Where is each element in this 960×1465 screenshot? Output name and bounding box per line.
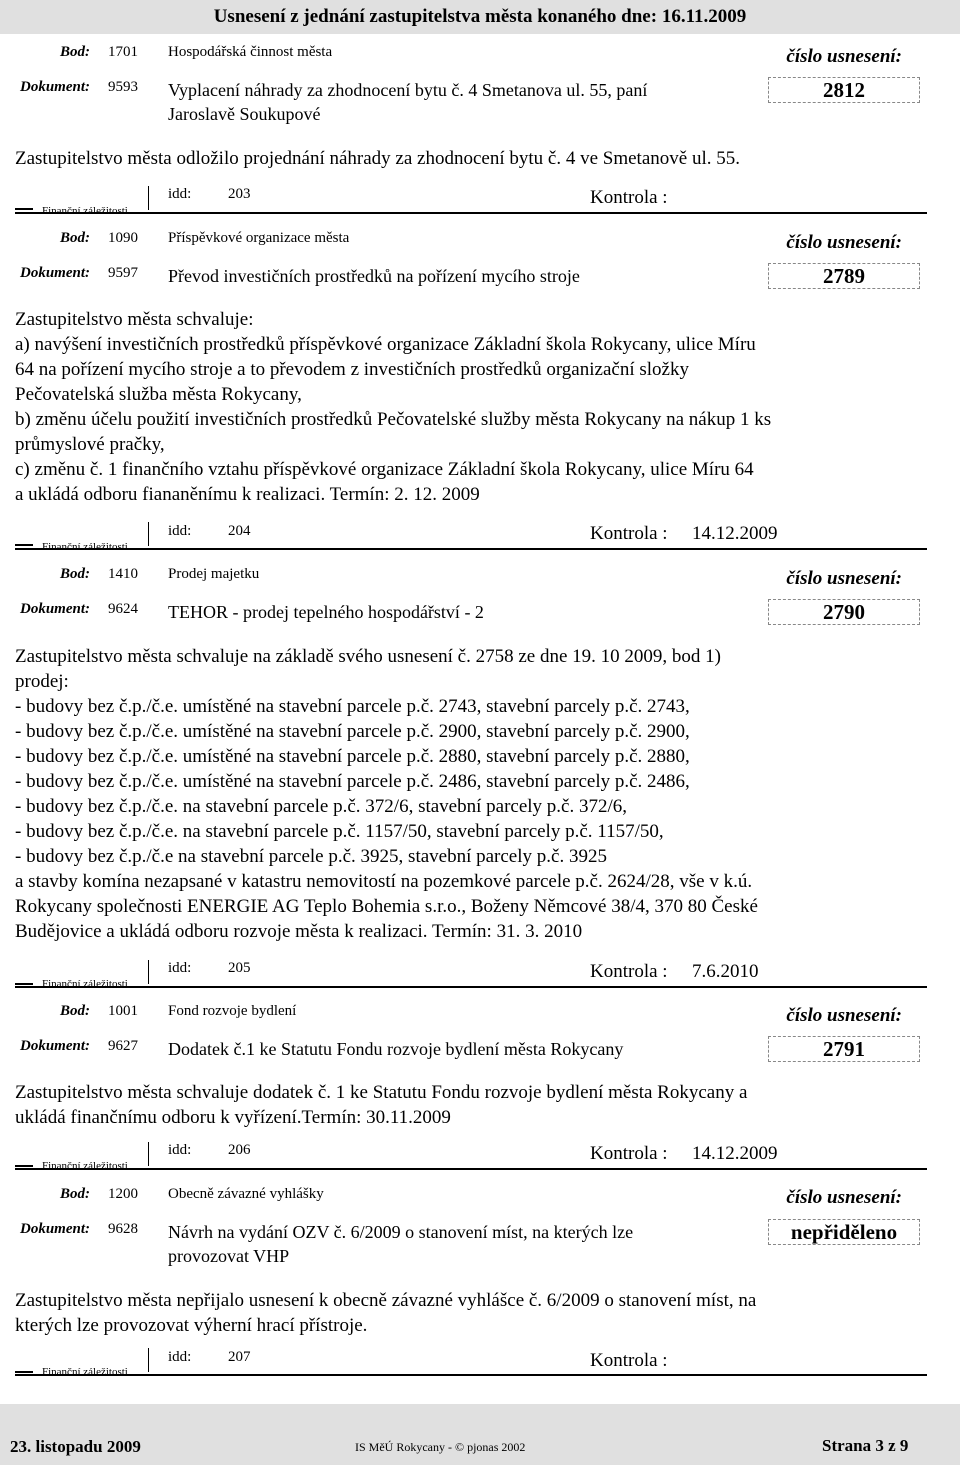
dokument-number: 9593	[108, 79, 138, 95]
resolution-text: Zastupitelstvo města nepřijalo usnesení k obecně závazné vyhlášce č. 6/2009 o stanovení míst, na kterých lze provozovat výherní hrací přístroje.	[15, 1290, 757, 1336]
bod-label: Bod:	[60, 1186, 90, 1202]
idd-number: 204	[228, 523, 251, 539]
separator-dash	[15, 983, 33, 985]
separator-tick	[148, 186, 149, 210]
dokument-title: Vyplacení náhrady za zhodnocení bytu č. 4 Smetanova ul. 55, paní Jaroslavě Soukupové	[168, 80, 648, 124]
bod-number: 1090	[108, 230, 138, 246]
cislo-usneseni-label: číslo usnesení:	[786, 1005, 902, 1026]
resolution-number: 2789	[823, 264, 865, 288]
cislo-usneseni-label: číslo usnesení:	[786, 232, 902, 253]
dokument-label: Dokument:	[19, 79, 90, 95]
kontrola-label: Kontrola :	[590, 1143, 668, 1164]
dokument-number: 9628	[108, 1221, 138, 1237]
bod-category: Prodej majetku	[168, 566, 260, 582]
dokument-number: 9597	[108, 265, 138, 281]
financni-zalezitosti-label: Finanční záležitosti	[42, 541, 128, 553]
bod-number: 1701	[108, 44, 138, 60]
dokument-title: Dodatek č.1 ke Statutu Fondu rozvoje bydlení města Rokycany	[168, 1039, 624, 1059]
dokument-title: TEHOR - prodej tepelného hospodářství - 2	[168, 602, 484, 622]
bod-number: 1410	[108, 566, 138, 582]
separator-line	[15, 986, 927, 988]
bod-label: Bod:	[60, 1003, 90, 1019]
separator-tick	[148, 960, 149, 984]
dokument-label: Dokument:	[19, 1221, 90, 1237]
bod-number: 1200	[108, 1186, 138, 1202]
separator-dash	[15, 1165, 33, 1167]
cislo-usneseni-label: číslo usnesení:	[786, 46, 902, 67]
idd-label: idd:	[168, 523, 192, 539]
kontrola-label: Kontrola :	[590, 961, 668, 982]
idd-label: idd:	[168, 1142, 192, 1158]
resolution-text: Zastupitelstvo města odložilo projednání náhrady za zhodnocení bytu č. 4 ve Smetanově ul. 55.	[15, 148, 740, 169]
separator-tick	[148, 1142, 149, 1166]
resolution-number: 2812	[823, 78, 865, 102]
idd-number: 203	[228, 186, 251, 202]
resolution-text: Zastupitelstvo města schvaluje: a) navýšení investičních prostředků příspěvkové organizace Základní škola Rokycany, ulice Míru 64 na pořízení mycího stroje a to převodem z investičních prostředků organizační složky Pečovatelská služba města Rokycany, b) změnu účelu použití investičních prostředků Pečovatelské služby města Rokycany na nákup 1 ks průmyslové pračky, c) změnu č. 1 finančního vztahu příspěvkové organizace Základní škola Rokycany, ulice Míru 64 a ukládá odboru fiananěnímu k realizaci. Termín: 2. 12. 2009	[15, 309, 772, 505]
page-number: Strana 3 z 9	[822, 1436, 909, 1455]
separator-line	[15, 548, 927, 550]
footer-bar	[0, 1404, 960, 1465]
dokument-label: Dokument:	[19, 1038, 90, 1054]
separator-tick	[148, 522, 149, 546]
cislo-usneseni-label: číslo usnesení:	[786, 568, 902, 589]
dokument-title: Návrh na vydání OZV č. 6/2009 o stanovení míst, na kterých lze provozovat VHP	[168, 1222, 634, 1266]
dokument-number: 9624	[108, 601, 138, 617]
cislo-usneseni-label: číslo usnesení:	[786, 1187, 902, 1208]
separator-dash	[15, 544, 33, 546]
resolution-text: Zastupitelstvo města schvaluje dodatek č. 1 ke Statutu Fondu rozvoje bydlení města Rokycany a ukládá finančnímu odboru k vyřízení.Termín: 30.11.2009	[15, 1082, 748, 1128]
footer-date: 23. listopadu 2009	[10, 1437, 141, 1456]
bod-category: Hospodářská činnost města	[168, 44, 333, 60]
separator-line	[15, 1168, 927, 1170]
bod-category: Fond rozvoje bydlení	[168, 1003, 297, 1019]
resolution-number: nepřiděleno	[790, 1220, 898, 1244]
kontrola-date: 14.12.2009	[692, 523, 778, 544]
dokument-label: Dokument:	[19, 265, 90, 281]
kontrola-date: 14.12.2009	[692, 1143, 778, 1164]
separator-line	[15, 212, 927, 214]
dokument-number: 9627	[108, 1038, 138, 1054]
bod-label: Bod:	[60, 44, 90, 60]
idd-label: idd:	[168, 1349, 192, 1365]
resolution-text: Zastupitelstvo města schvaluje na základě svého usnesení č. 2758 ze dne 19. 10 2009, bod 1) prodej: - budovy bez č.p./č.e. umístěné na stavební parcele p.č. 2743, stavební parcely p.č. 2743, - budovy bez č.p./č.e. umístěné na stavební parcele p.č. 2900, stavební parcely p.č. 2900, - budovy bez č.p./č.e. umístěné na stavební parcele p.č. 2880, stavební parcely p.č. 2880, - budovy bez č.p./č.e. umístěné na stavební parcele p.č. 2486, stavební parcely p.č. 2486, - budovy bez č.p./č.e. na stavební parcele p.č. 372/6, stavební parcely p.č. 372/6, - budovy bez č.p./č.e. na stavební parcele p.č. 1157/50, stavební parcely p.č. 1157/50, - budovy bez č.p./č.e na stavební parcele p.č. 3925, stavební parcely p.č. 3925 a stavby komína nezapsané v katastru nemovitostí na pozemkové parcele p.č. 2624/28, vše v k.ú. Rokycany společnosti ENERGIE AG Teplo Bohemia s.r.o., Boženy Němcové 38/4, 370 80 České Budějovice a ukládá odboru rozvoje města k realizaci. Termín: 31. 3. 2010	[15, 646, 758, 942]
kontrola-date: 7.6.2010	[692, 961, 759, 982]
idd-number: 206	[228, 1142, 251, 1158]
resolution-number: 2790	[823, 600, 865, 624]
page-title: Usnesení z jednání zastupitelstva města konaného dne: 16.11.2009	[213, 6, 747, 27]
dokument-label: Dokument:	[19, 601, 90, 617]
separator-line	[15, 1374, 927, 1376]
kontrola-label: Kontrola :	[590, 1350, 668, 1371]
kontrola-label: Kontrola :	[590, 523, 668, 544]
financni-zalezitosti-label: Finanční záležitosti	[42, 978, 128, 990]
bod-number: 1001	[108, 1003, 138, 1019]
footer-copyright: IS MěÚ Rokycany - © pjonas 2002	[355, 1440, 526, 1454]
bod-label: Bod:	[60, 566, 90, 582]
financni-zalezitosti-label: Finanční záležitosti	[42, 205, 128, 217]
resolution-number: 2791	[823, 1037, 865, 1061]
financni-zalezitosti-label: Finanční záležitosti	[42, 1366, 128, 1378]
idd-number: 207	[228, 1349, 251, 1365]
separator-dash	[15, 208, 33, 210]
idd-label: idd:	[168, 186, 192, 202]
separator-dash	[15, 1371, 33, 1373]
idd-label: idd:	[168, 960, 192, 976]
bod-category: Příspěvkové organizace města	[168, 230, 350, 246]
kontrola-label: Kontrola :	[590, 187, 668, 208]
bod-label: Bod:	[60, 230, 90, 246]
financni-zalezitosti-label: Finanční záležitosti	[42, 1160, 128, 1172]
dokument-title: Převod investičních prostředků na pořízení mycího stroje	[168, 266, 580, 286]
bod-category: Obecně závazné vyhlášky	[168, 1186, 324, 1202]
separator-tick	[148, 1348, 149, 1372]
idd-number: 205	[228, 960, 251, 976]
